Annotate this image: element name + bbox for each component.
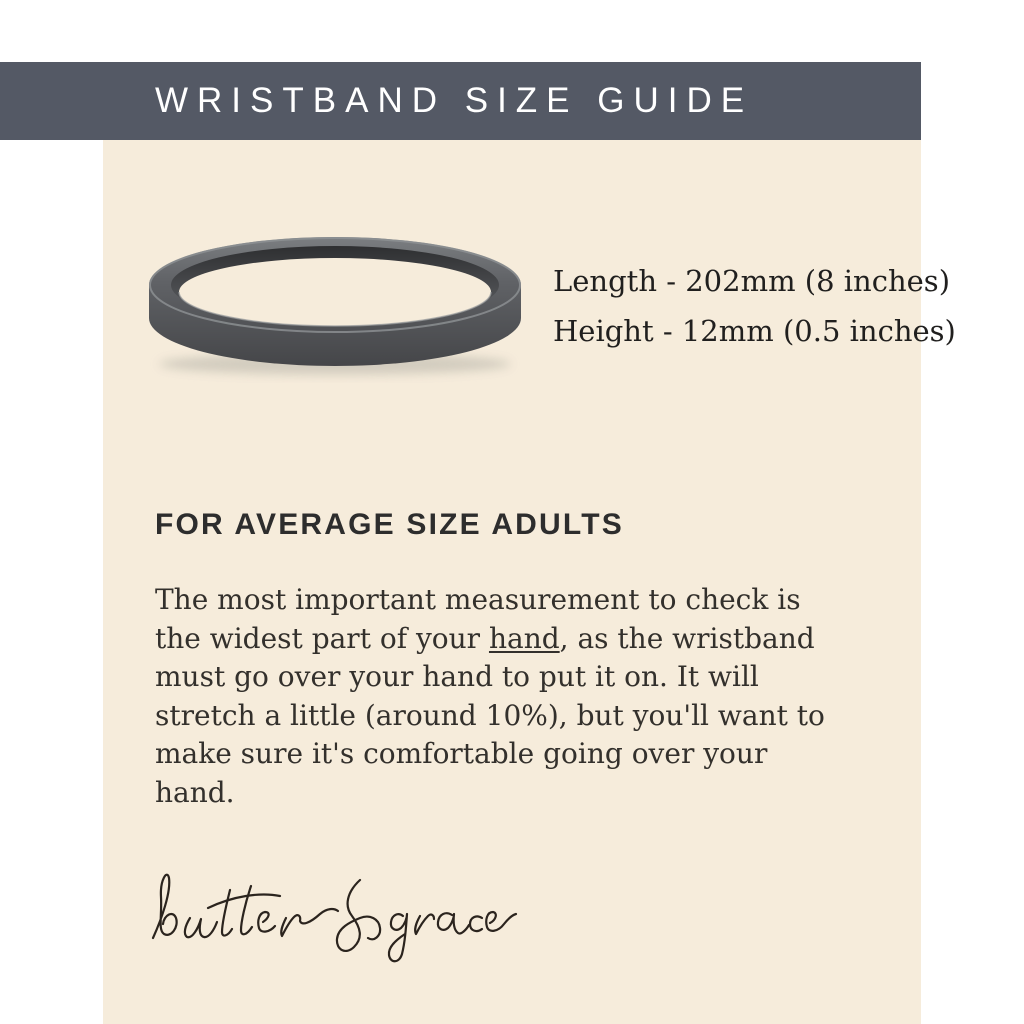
height-measurement: Height - 12mm (0.5 inches) (553, 314, 956, 348)
content-panel (103, 140, 956, 1024)
section-heading: FOR AVERAGE SIZE ADULTS (155, 508, 624, 541)
length-measurement: Length - 202mm (8 inches) (553, 264, 951, 298)
wristband-illustration (145, 228, 525, 383)
paragraph-underlined-word: hand (488, 621, 560, 655)
paragraph-segment-after: , as the wristband must go over your hand to put it on. It will stretch a little (around 10%), but you'll want to make sure it's comfortable going over your hand. (155, 621, 825, 809)
header-bar (0, 62, 921, 140)
paragraph-segment-before: The most important measurement to check is the widest part of your (155, 583, 801, 655)
signature-strokes (153, 875, 516, 961)
measurements (553, 256, 956, 356)
body-paragraph (155, 581, 850, 812)
brand-signature (148, 866, 523, 981)
page-title: WRISTBAND SIZE GUIDE (155, 81, 754, 120)
